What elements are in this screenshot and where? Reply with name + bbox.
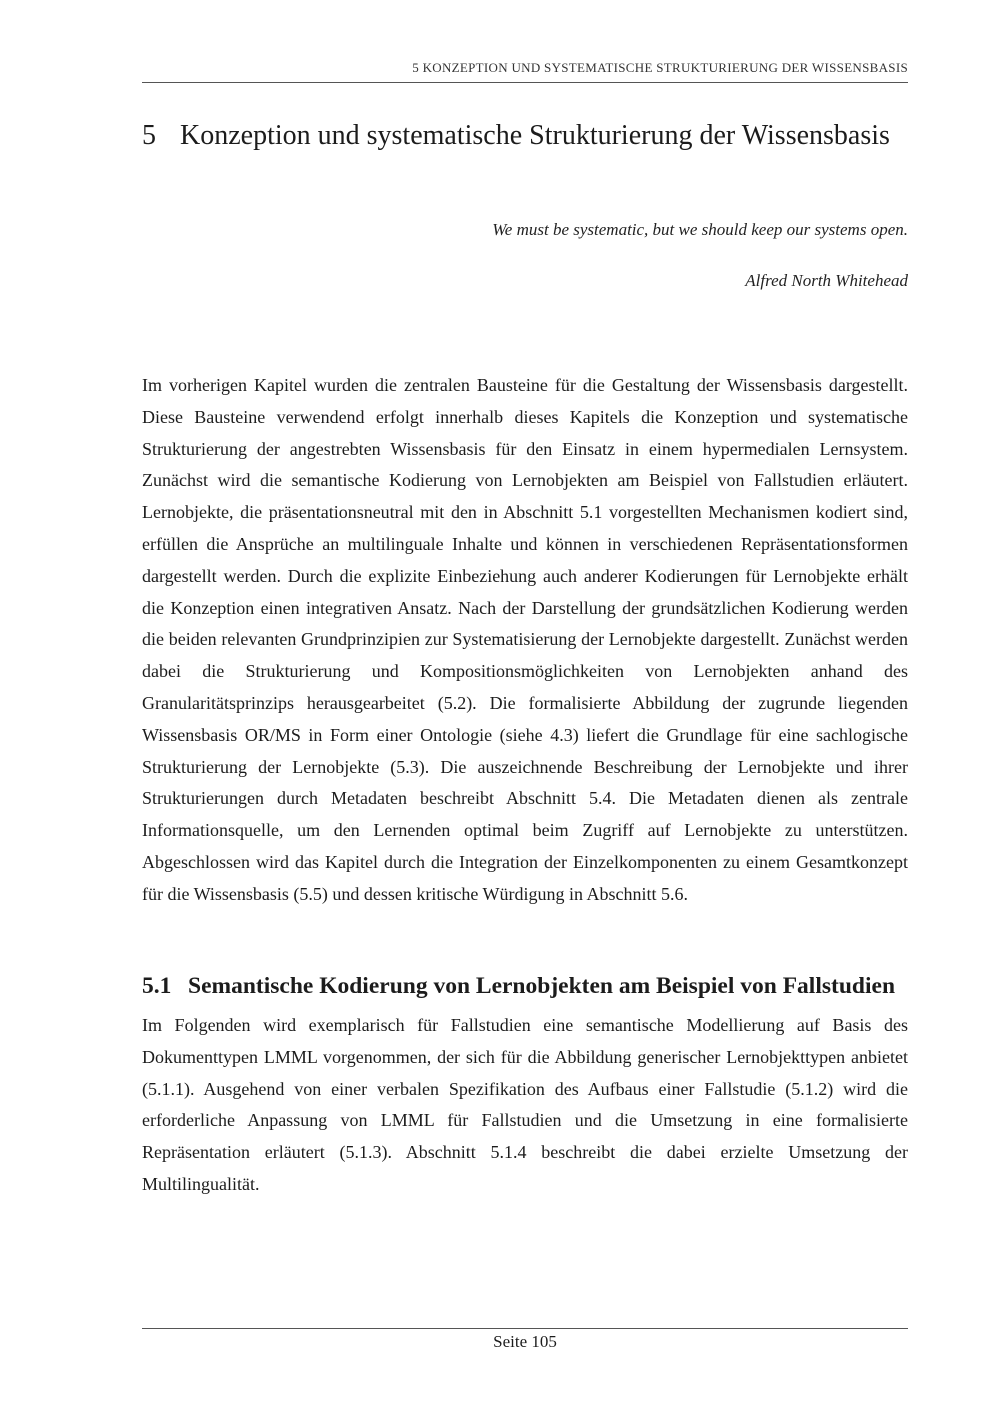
- epigraph-quote: We must be systematic, but we should keep our systems open.: [492, 220, 908, 239]
- chapter-number: 5: [142, 120, 156, 151]
- section-paragraph: Im Folgenden wird exemplarisch für Fallstudien eine semantische Modellierung auf Basis des Dokumenttypen LMML vorgenommen, der sich für die Abbildung generischer Lernobjekttypen anbietet (5.1.1). Ausgehend von einer verbalen Spezifikation des Aufbaus einer Fallstudie (5.1.2) wird die erforderliche Anpassung von LMML für Fallstudien und die Umsetzung in eine formalisierte Repräsentation erläutert (5.1.3). Abschnitt 5.1.4 beschreibt die dabei erzielte Umsetzung der Multilingualität.: [142, 1015, 908, 1194]
- header-divider: [142, 82, 908, 83]
- running-header: 5 KONZEPTION UND SYSTEMATISCHE STRUKTURIERUNG DER WISSENSBASIS: [412, 60, 908, 75]
- chapter-title: [142, 110, 908, 162]
- footer-divider: [142, 1328, 908, 1329]
- section-number: 5.1: [142, 973, 172, 999]
- epigraph-author: Alfred North Whitehead: [745, 271, 908, 290]
- page-number: Seite 105: [493, 1332, 557, 1351]
- section-heading: [142, 968, 908, 1004]
- chapter-title-text: Konzeption und systematische Strukturierung der Wissensbasis: [180, 120, 890, 151]
- intro-paragraph: Im vorherigen Kapitel wurden die zentralen Bausteine für die Gestaltung der Wissensbasis dargestellt. Diese Bausteine verwendend erfolgt innerhalb dieses Kapitels die Konzeption und systematische Strukturierung der angestrebten Wissensbasis für den Einsatz in einem hypermedialen Lernsystem. Zunächst wird die semantische Kodierung von Lernobjekten am Beispiel von Fallstudien erläutert. Lernobjekte, die präsentationsneutral mit den in Abschnitt 5.1 vorgestellten Mechanismen kodiert sind, erfüllen die Ansprüche an multilinguale Inhalte und können in verschiedenen Repräsentationsformen dargestellt werden. Durch die explizite Einbeziehung auch anderer Kodierungen für Lernobjekte erhält die Konzeption einen integrativen Ansatz. Nach der Darstellung der grundsätzlichen Kodierung werden die beiden relevanten Grundprinzipien zur Systematisierung der Lernobjekte dargestellt. Zunächst werden dabei die Strukturierung und Kompositionsmöglichkeiten von Lernobjekten anhand des Granularitätsprinzips herausgearbeitet (5.2). Die formalisierte Abbildung der zugrunde liegenden Wissensbasis OR/MS in Form einer Ontologie (siehe 4.3) liefert die Grundlage für eine sachlogische Strukturierung der Lernobjekte (5.3). Die auszeichnende Beschreibung der Lernobjekte und ihrer Strukturierungen durch Metadaten beschreibt Abschnitt 5.4. Die Metadaten dienen als zentrale Informationsquelle, um den Lernenden optimal beim Zugriff auf Lernobjekte zu unterstützen. Abgeschlossen wird das Kapitel durch die Integration der Einzelkomponenten zu einem Gesamtkonzept für die Wissensbasis (5.5) und dessen kritische Würdigung in Abschnitt 5.6.: [142, 375, 908, 904]
- section-title-text: Semantische Kodierung von Lernobjekten am Beispiel von Fallstudien: [188, 973, 896, 999]
